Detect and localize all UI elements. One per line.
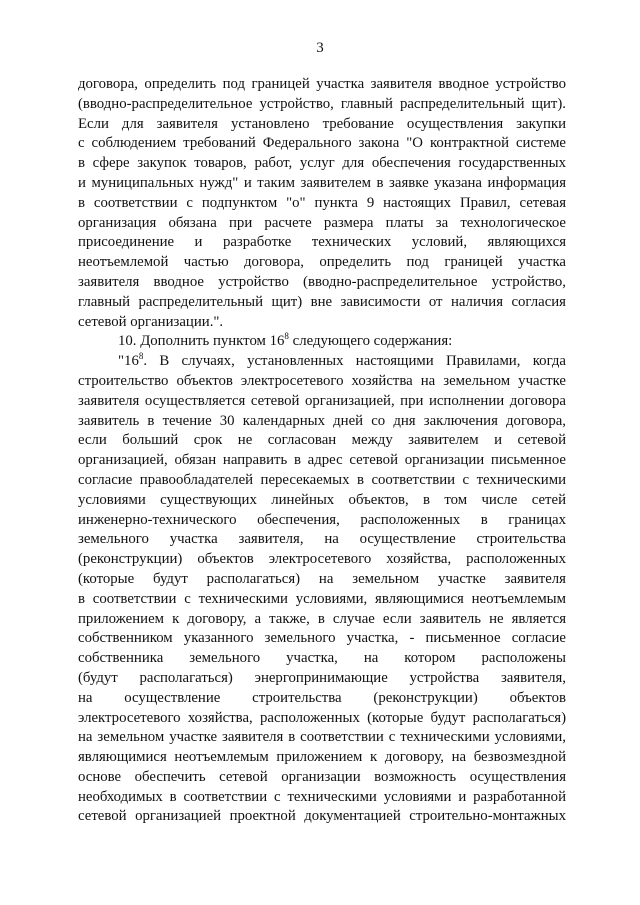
text-line: если больший срок не согласован между заявителем и сетевой — [78, 432, 566, 449]
amendment-heading — [78, 332, 566, 352]
text-line: сетевой организацией проектной документацией строительно-монтажных — [78, 808, 566, 825]
document-body — [78, 75, 566, 827]
text-line: заявителя осуществляется сетевой организацией, при исполнении договора — [78, 392, 566, 409]
text-line: договора, определить под границей участка заявителя вводное устройство — [78, 76, 566, 92]
text-line: организация обязана при расчете размера платы за технологическое — [78, 214, 566, 231]
paragraph-text: . В случаях, установленных настоящими Правилами, когда — [143, 353, 566, 370]
text-line: и муниципальных нужд" и таким заявителем в заявке указана информация — [78, 174, 566, 191]
text-line: присоединение и разработке технических условий, являющихся — [78, 234, 566, 251]
text-line: (будут располагаться) энергопринимающие устройства заявителя, — [78, 669, 566, 686]
text-line: Если для заявителя установлено требование осуществления закупки — [78, 115, 566, 132]
text-line: собственника земельного участка, на котором расположены — [78, 650, 566, 667]
text-line: земельного участка заявителя, на осуществление строительства — [78, 531, 566, 548]
heading-text: следующего содержания: — [288, 333, 453, 350]
text-line: на земельном участке заявителя в соответствии с техническими условиями, — [78, 729, 566, 746]
text-line: (которые будут располагаться) на земельном участке заявителя — [78, 570, 566, 587]
text-line: собственником указанного земельного участка, - письменное согласие — [78, 630, 566, 647]
text-line: неотъемлемой частью договора, определить под границей участка — [78, 254, 566, 271]
text-line: с соблюдением требований Федерального закона "О контрактной системе — [78, 135, 566, 152]
text-line: необходимых в соответствии с техническими условиями и разработанной — [78, 788, 566, 805]
paragraph-number: "16 — [118, 353, 139, 370]
paragraph-start — [78, 352, 566, 372]
text-line: (вводно-распределительное устройство, главный распределительный щит). — [78, 95, 566, 112]
text-line: заявителя вводное устройство (вводно-распределительное устройство, — [78, 273, 566, 290]
text-line: инженерно-технического обеспечения, расположенных в границах — [78, 511, 566, 528]
text-line: главный распределительный щит) вне зависимости от наличия согласия — [78, 293, 566, 310]
heading-text: 10. Дополнить пунктом 16 — [118, 333, 285, 350]
text-line: организацией, обязан направить в адрес сетевой организации письменное — [78, 452, 566, 469]
text-line: в сфере закупок товаров, работ, услуг для обеспечения государственных — [78, 155, 566, 172]
text-line: заявитель в течение 30 календарных дней со дня заключения договора, — [78, 412, 566, 429]
text-line: являющимися неотъемлемым приложением к договору, на безвозмездной — [78, 749, 566, 766]
text-line: (реконструкции) объектов электросетевого хозяйства, расположенных — [78, 551, 566, 568]
superscript: 8 — [138, 351, 144, 362]
text-line: электросетевого хозяйства, расположенных (которые будут располагаться) — [78, 709, 566, 726]
text-line: условиями существующих линейных объектов, в том числе сетей — [78, 491, 566, 508]
superscript: 8 — [284, 331, 289, 342]
text-line: приложением к договору, а также, в случае если заявитель не является — [78, 610, 566, 627]
text-line: согласие правообладателей пересекаемых в соответствии с техническими — [78, 471, 566, 488]
text-line: строительство объектов электросетевого хозяйства на земельном участке — [78, 372, 566, 389]
text-line: на осуществление строительства (реконструкции) объектов — [78, 689, 566, 706]
text-line: в соответствии с техническими условиями, являющимися неотъемлемым — [78, 590, 566, 607]
page-number: 3 — [316, 40, 324, 56]
text-line: основе обеспечить сетевой организации возможность осуществления — [78, 768, 566, 785]
text-line: сетевой организации.". — [78, 313, 224, 330]
text-line: в соответствии с подпунктом "о" пункта 9 настоящих Правил, сетевая — [78, 194, 566, 211]
